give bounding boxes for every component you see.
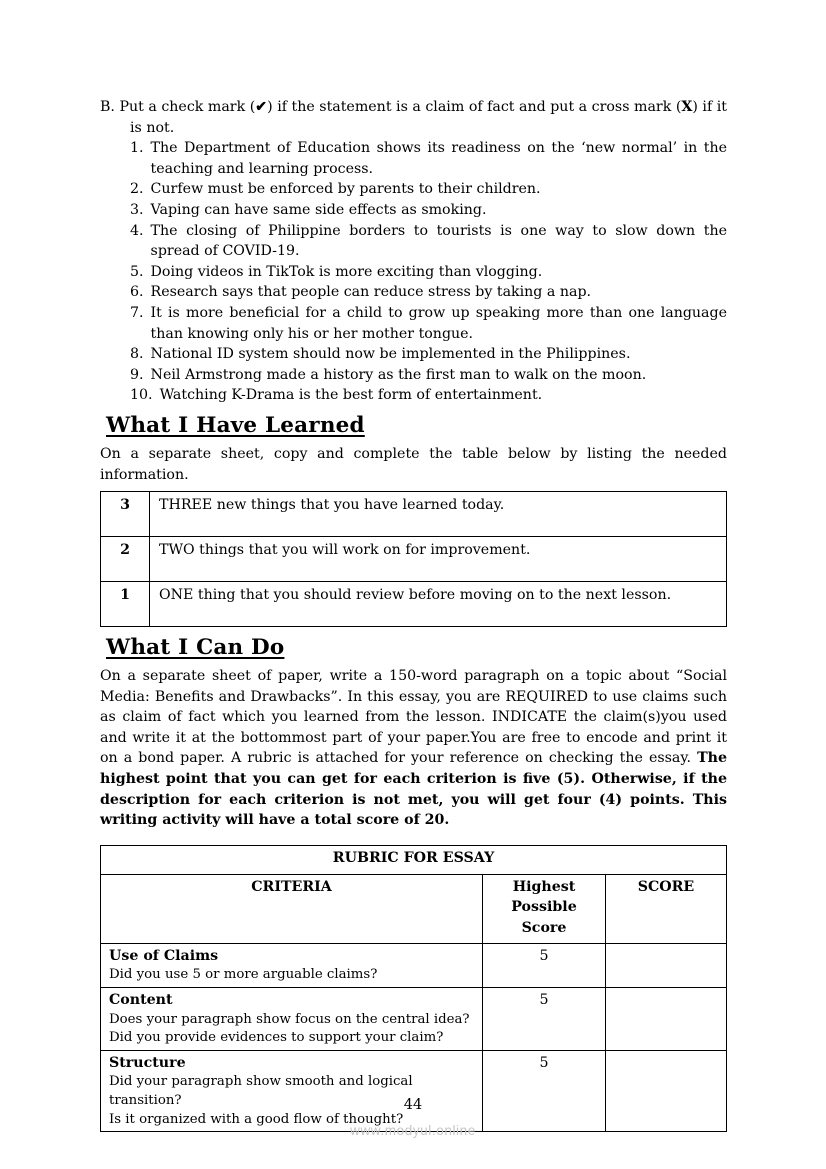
- item-text: Curfew must be enforced by parents to their children.: [150, 181, 541, 198]
- rubric-row: [101, 943, 727, 987]
- page-number: 44: [403, 1097, 423, 1114]
- section-heading-what-i-can-do: What I Can Do: [106, 635, 285, 661]
- item-number: 4.: [130, 222, 144, 239]
- watermark-text: www.modyul.online: [350, 1123, 476, 1139]
- learned-intro-paragraph: On a separate sheet, copy and complete the table below by listing the needed information.: [100, 445, 727, 483]
- list-item: [100, 221, 727, 262]
- list-item: [100, 179, 727, 200]
- criteria-question: Is it organized with a good flow of thought?: [109, 1111, 404, 1127]
- section-b-instruction: [100, 97, 727, 138]
- item-number: 5.: [130, 263, 144, 280]
- score-cell: [606, 1050, 727, 1131]
- criteria-cell: [101, 988, 483, 1051]
- rubric-row: [101, 988, 727, 1051]
- cando-paragraph-normal: On a separate sheet of paper, write a 150-word paragraph on a topic about “Social Media: Benefits and Drawbacks”. In this essay, you are REQUIRED to use claims such as claim of fact which you learned from the lesson. INDICATE the claim(s)you used and write it at the bottommost part of your paper.You are free to encode and print it on a bond paper. A rubric is attached for your reference on checking the essay.: [100, 668, 727, 767]
- item-text: National ID system should now be implemented in the Philippines.: [150, 346, 631, 363]
- instruction-part2: ) if the statement is a claim of fact and put a cross mark (: [267, 99, 682, 115]
- item-number: 2.: [130, 181, 144, 198]
- item-number: 7.: [130, 304, 144, 321]
- learned-table: [100, 491, 727, 627]
- item-number: 8.: [130, 346, 144, 363]
- header-score: SCORE: [606, 874, 727, 943]
- item-text: Research says that people can reduce stress by taking a nap.: [150, 284, 592, 301]
- item-number: 6.: [130, 284, 144, 301]
- highest-score-cell: 5: [483, 1050, 606, 1131]
- score-cell: [606, 943, 727, 987]
- criteria-question: Did your paragraph show smooth and logical transition?: [109, 1074, 413, 1108]
- criteria-title: Structure: [109, 1054, 186, 1071]
- item-number: 10.: [130, 387, 153, 404]
- instruction-part1: B. Put a check mark (: [100, 99, 256, 115]
- item-number: 3.: [130, 201, 144, 218]
- criteria-title: Content: [109, 992, 173, 1009]
- criteria-cell: [101, 1050, 483, 1131]
- item-text: Watching K-Drama is the best form of entertainment.: [159, 387, 543, 404]
- rubric-header-row: [101, 874, 727, 943]
- list-item: [100, 262, 727, 283]
- table-row: [101, 492, 727, 537]
- list-item: [100, 200, 727, 221]
- criteria-question: Did you use 5 or more arguable claims?: [109, 967, 378, 983]
- row-number-cell: 3: [101, 492, 150, 537]
- item-text: Doing videos in TikTok is more exciting than vlogging.: [150, 263, 543, 280]
- criteria-title: Use of Claims: [109, 947, 219, 964]
- item-number: 9.: [130, 366, 144, 383]
- rubric-table: [100, 845, 727, 1132]
- item-text: It is more beneficial for a child to grow up speaking more than one language than knowing only his or her mother tongue.: [150, 304, 727, 342]
- cando-paragraph: [100, 666, 727, 831]
- highest-score-cell: 5: [483, 943, 606, 987]
- criteria-question: Did you provide evidences to support your claim?: [109, 1030, 444, 1046]
- row-text-cell: ONE thing that you should review before moving on to the next lesson.: [150, 582, 727, 627]
- rubric-title: RUBRIC FOR ESSAY: [101, 845, 727, 874]
- criteria-question: Does your paragraph show focus on the central idea?: [109, 1011, 470, 1027]
- list-item: [100, 138, 727, 179]
- item-text: Vaping can have same side effects as smoking.: [150, 201, 487, 218]
- rubric-title-row: [101, 845, 727, 874]
- instruction-part3: ) if it is not.: [130, 99, 727, 136]
- check-mark-glyph: ✔: [255, 99, 268, 115]
- row-number-cell: 1: [101, 582, 150, 627]
- list-item: [100, 282, 727, 303]
- rubric-row: [101, 1050, 727, 1131]
- statement-list: [100, 138, 727, 406]
- criteria-cell: [101, 943, 483, 987]
- score-cell: [606, 988, 727, 1051]
- highest-score-cell: 5: [483, 988, 606, 1051]
- list-item: [100, 365, 727, 386]
- list-item: [100, 303, 727, 344]
- item-text: The closing of Philippine borders to tourists is one way to slow down the spread of COVID-19.: [150, 222, 727, 260]
- section-heading-what-i-have-learned: What I Have Learned: [106, 412, 365, 438]
- item-text: Neil Armstrong made a history as the first man to walk on the moon.: [150, 366, 647, 383]
- row-number-cell: 2: [101, 537, 150, 582]
- row-text-cell: THREE new things that you have learned today.: [150, 492, 727, 537]
- cross-mark-glyph: X: [681, 99, 693, 115]
- item-number: 1.: [130, 140, 144, 157]
- cando-paragraph-bold: The highest point that you can get for each criterion is five (5). Otherwise, if the description for each criterion is not met, you will get four (4) points. This writing activity will have a total score of 20.: [100, 750, 727, 829]
- header-highest-possible-score: Highest Possible Score: [483, 874, 606, 943]
- item-text: The Department of Education shows its readiness on the ‘new normal’ in the teaching and learning process.: [150, 140, 727, 177]
- table-row: [101, 537, 727, 582]
- row-text-cell: TWO things that you will work on for improvement.: [150, 537, 727, 582]
- table-row: [101, 582, 727, 627]
- list-item: [100, 385, 727, 406]
- list-item: [100, 344, 727, 365]
- header-criteria: CRITERIA: [101, 874, 483, 943]
